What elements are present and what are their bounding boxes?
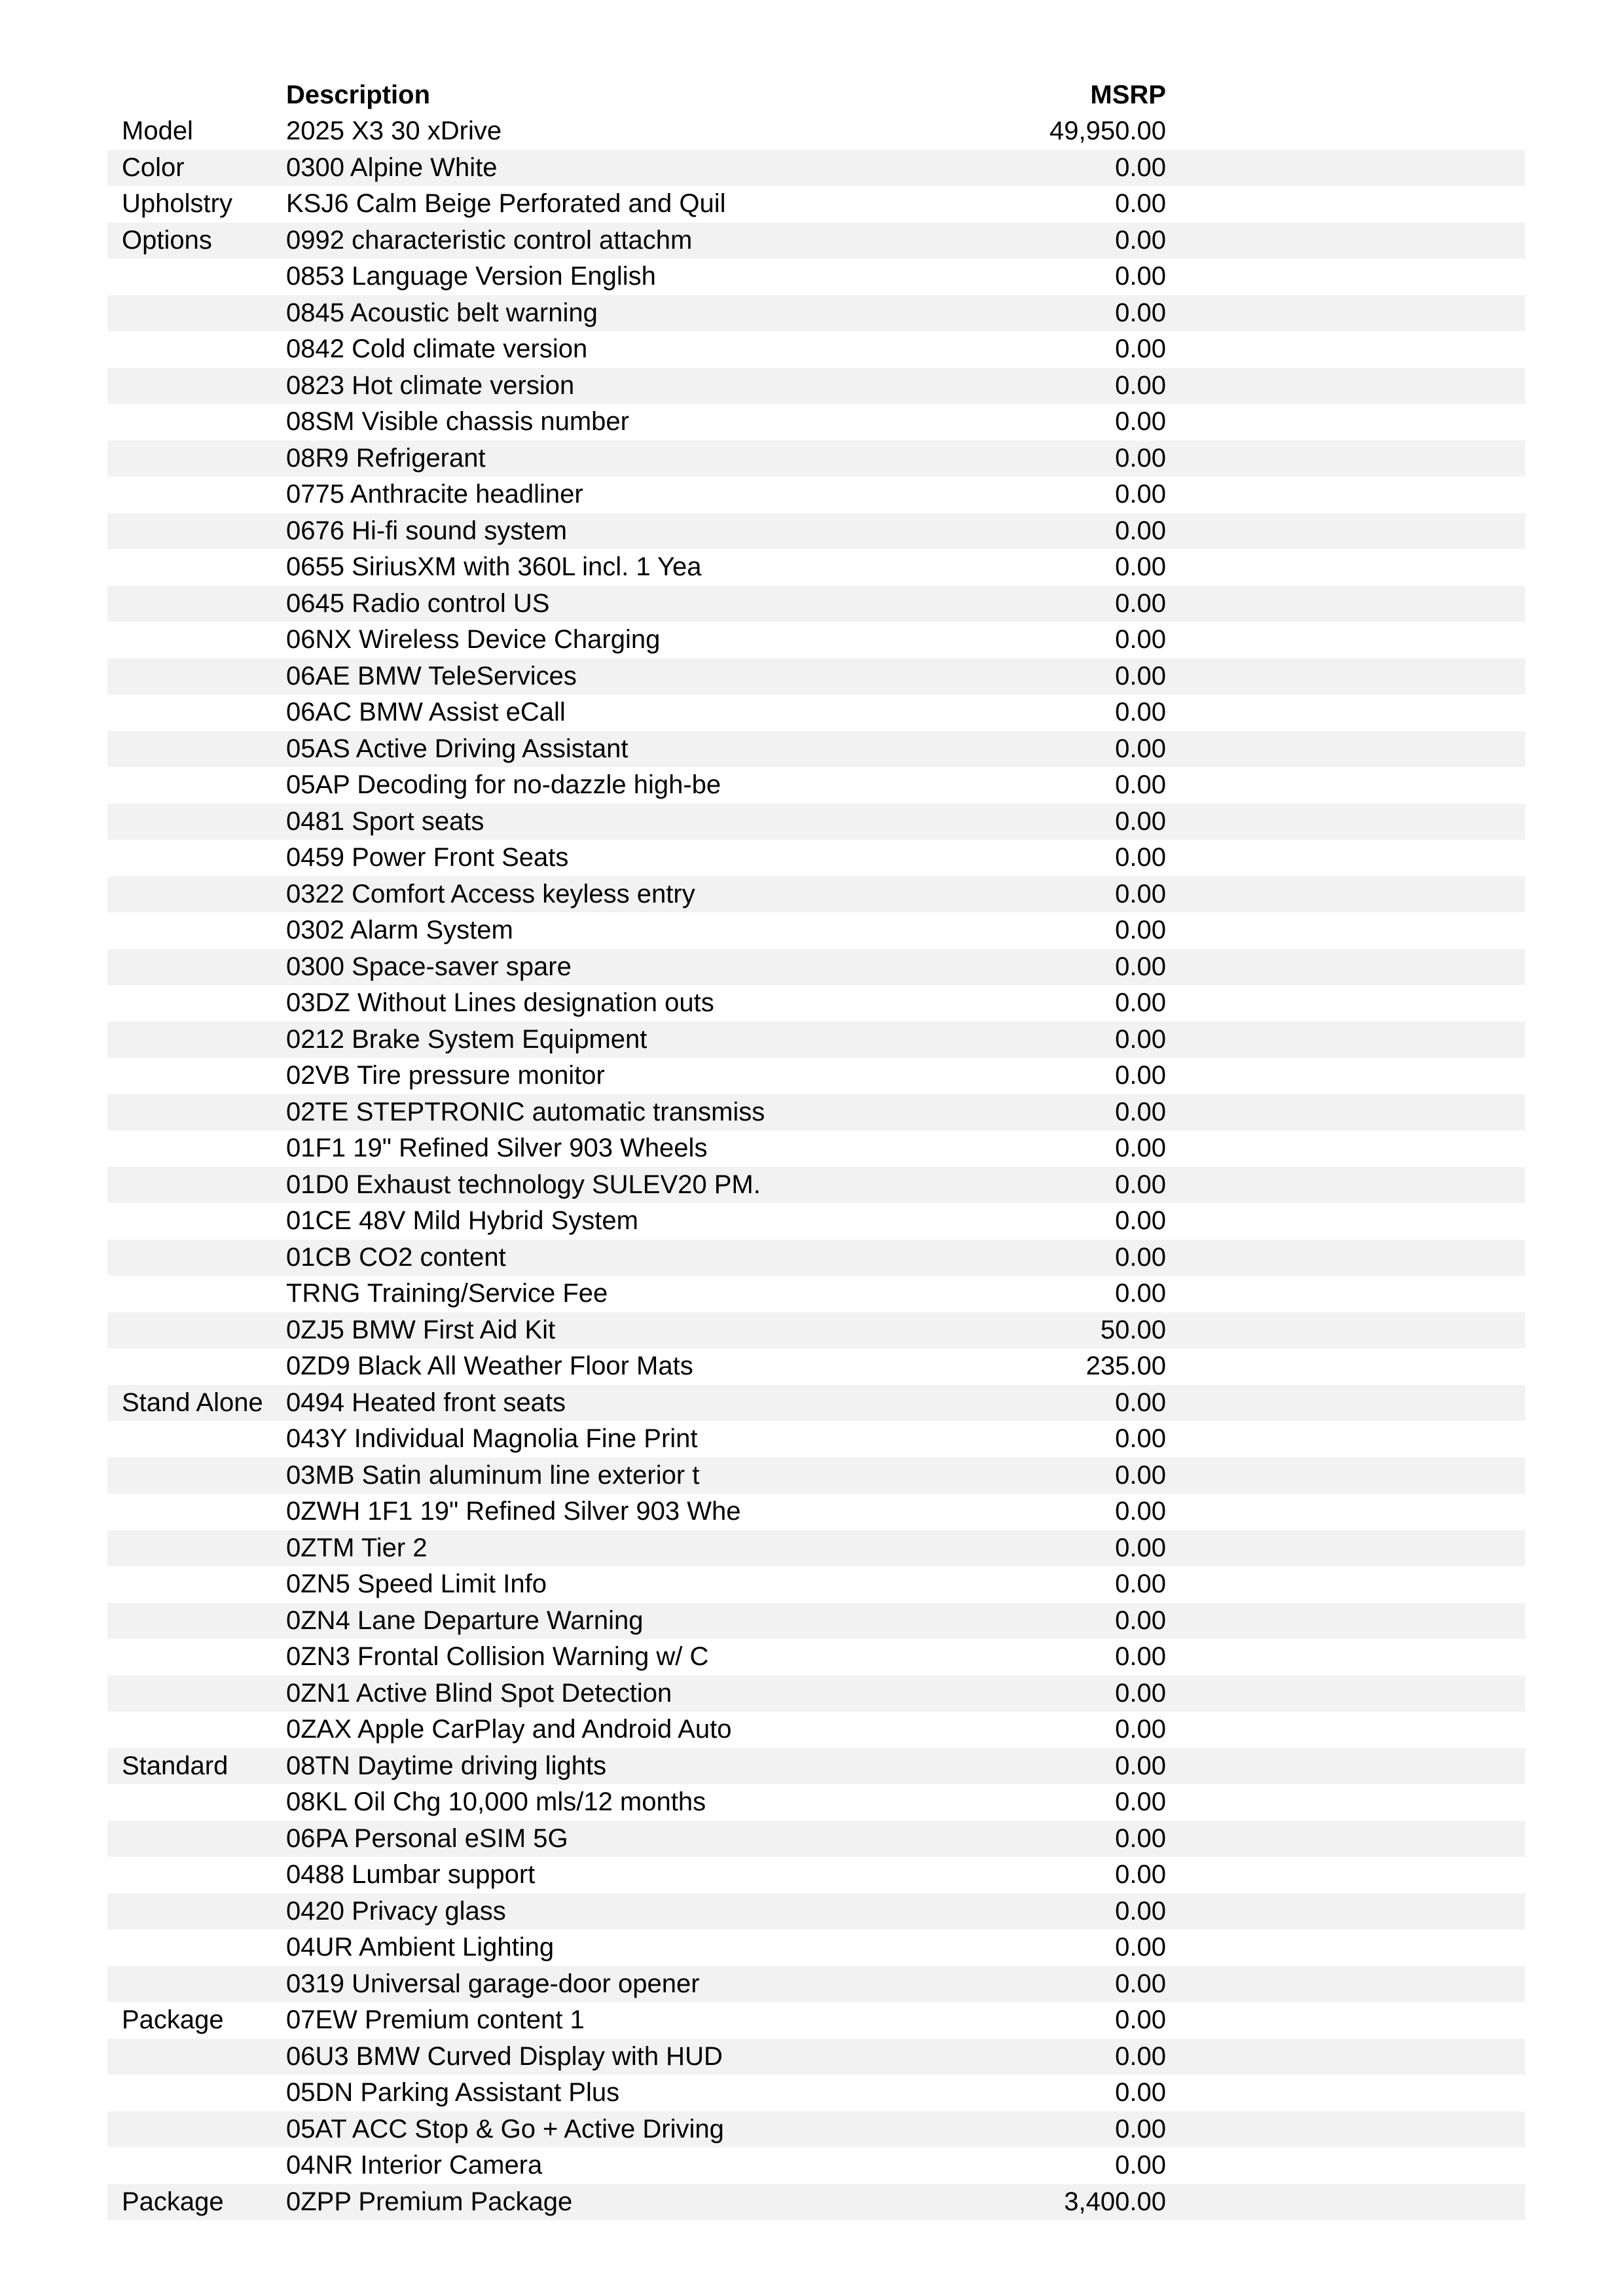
row-msrp: 50.00 (1100, 1315, 1166, 1344)
row-description: 0853 Language Version English (286, 262, 656, 291)
description-column-header: Description (286, 81, 431, 109)
row-description: 01CB CO2 content (286, 1242, 506, 1272)
row-msrp: 0.00 (1115, 588, 1166, 618)
row-description: 0ZJ5 BMW First Aid Kit (286, 1315, 556, 1344)
table-row (107, 368, 1525, 404)
row-description: 01D0 Exhaust technology SULEV20 PM. (286, 1170, 761, 1199)
table-row (107, 949, 1525, 986)
row-description: 0842 Cold climate version (286, 334, 588, 363)
row-description: 06U3 BMW Curved Display with HUD (286, 2041, 723, 2071)
row-msrp: 0.00 (1115, 661, 1166, 691)
row-msrp: 0.00 (1115, 806, 1166, 836)
table-row (107, 912, 1525, 949)
row-description: 0459 Power Front Seats (286, 843, 569, 872)
row-msrp: 0.00 (1115, 1424, 1166, 1453)
table-row (107, 876, 1525, 913)
row-msrp: 3,400.00 (1064, 2187, 1166, 2216)
table-row (107, 694, 1525, 731)
row-msrp: 0.00 (1115, 1533, 1166, 1562)
table-row (107, 1821, 1525, 1857)
table-row (107, 331, 1525, 368)
row-description: 0ZWH 1F1 19" Refined Silver 903 Whe (286, 1497, 741, 1526)
row-msrp: 0.00 (1115, 698, 1166, 726)
row-description: 08TN Daytime driving lights (286, 1751, 607, 1780)
row-description: 0ZN5 Speed Limit Info (286, 1570, 547, 1598)
row-msrp: 0.00 (1115, 1605, 1166, 1635)
row-description: 0420 Privacy glass (286, 1896, 506, 1926)
row-description: 06PA Personal eSIM 5G (286, 1823, 568, 1853)
table-row (107, 476, 1525, 513)
row-msrp: 235.00 (1085, 1352, 1166, 1380)
row-description: 06AE BMW TeleServices (286, 661, 577, 691)
row-description: 04NR Interior Camera (286, 2151, 543, 2179)
table-row (107, 1130, 1525, 1167)
row-description: 0992 characteristic control attachm (286, 225, 693, 255)
row-description: 0212 Brake System Equipment (286, 1024, 647, 1054)
table-row (107, 1676, 1525, 1712)
row-msrp: 0.00 (1115, 516, 1166, 545)
table-row (107, 440, 1525, 477)
table-row (107, 2111, 1525, 2148)
row-description: 03MB Satin aluminum line exterior t (286, 1460, 700, 1490)
row-msrp: 0.00 (1115, 2041, 1166, 2071)
row-msrp: 0.00 (1115, 1170, 1166, 1199)
row-description: 0655 SiriusXM with 360L incl. 1 Yea (286, 552, 702, 581)
row-description: 0676 Hi-fi sound system (286, 516, 568, 545)
row-category: Stand Alone (122, 1388, 263, 1417)
row-description: 0ZTM Tier 2 (286, 1533, 428, 1562)
row-msrp: 49,950.00 (1049, 117, 1166, 145)
table-row (107, 1494, 1525, 1530)
table-row (107, 767, 1525, 804)
row-description: 0319 Universal garage-door opener (286, 1969, 700, 1998)
row-msrp: 0.00 (1115, 625, 1166, 654)
table-row (107, 1385, 1525, 1422)
row-msrp: 0.00 (1115, 2151, 1166, 2179)
table-row (107, 186, 1525, 223)
row-description: 0ZN4 Lane Departure Warning (286, 1605, 644, 1635)
table-row (107, 1312, 1525, 1349)
row-description: 0ZD9 Black All Weather Floor Mats (286, 1352, 693, 1380)
row-msrp: 0.00 (1115, 1024, 1166, 1054)
table-row (107, 113, 1525, 150)
table-row (107, 513, 1525, 550)
row-msrp: 0.00 (1115, 2078, 1166, 2107)
table-row (107, 804, 1525, 840)
row-description: TRNG Training/Service Fee (286, 1279, 608, 1308)
row-msrp: 0.00 (1115, 2005, 1166, 2034)
row-msrp: 0.00 (1115, 916, 1166, 944)
row-msrp: 0.00 (1115, 1933, 1166, 1962)
table-row (107, 295, 1525, 332)
row-msrp: 0.00 (1115, 334, 1166, 363)
row-description: 0481 Sport seats (286, 806, 484, 836)
table-row (107, 840, 1525, 876)
row-msrp: 0.00 (1115, 1460, 1166, 1490)
table-row (107, 731, 1525, 768)
table-row (107, 1966, 1525, 2003)
row-category: Standard (122, 1751, 228, 1780)
row-description: 01F1 19" Refined Silver 903 Wheels (286, 1134, 708, 1162)
table-row (107, 259, 1525, 295)
table-row (107, 1857, 1525, 1893)
table-row (107, 1603, 1525, 1640)
table-row (107, 1167, 1525, 1204)
row-msrp: 0.00 (1115, 407, 1166, 436)
row-description: 043Y Individual Magnolia Fine Print (286, 1424, 698, 1453)
row-description: 06NX Wireless Device Charging (286, 625, 661, 654)
row-msrp: 0.00 (1115, 1206, 1166, 1235)
table-row (107, 586, 1525, 622)
table-row (107, 2147, 1525, 2184)
table-row (107, 1639, 1525, 1676)
row-description: 05AS Active Driving Assistant (286, 734, 629, 763)
table-row (107, 1276, 1525, 1312)
row-description: 0823 Hot climate version (286, 370, 575, 400)
row-description: 0322 Comfort Access keyless entry (286, 879, 695, 908)
row-msrp: 0.00 (1115, 1061, 1166, 1090)
row-description: 0645 Radio control US (286, 588, 550, 618)
table-row (107, 1530, 1525, 1567)
row-description: 0775 Anthracite headliner (286, 480, 583, 509)
table-row (107, 2039, 1525, 2075)
table-row (107, 1022, 1525, 1058)
row-msrp: 0.00 (1115, 225, 1166, 255)
msrp-column-header: MSRP (1090, 81, 1166, 109)
table-row (107, 1058, 1525, 1094)
row-description: 0300 Space-saver spare (286, 952, 572, 981)
table-row (107, 1458, 1525, 1494)
row-description: 0300 Alpine White (286, 152, 498, 182)
table-row (107, 1203, 1525, 1240)
row-msrp: 0.00 (1115, 1642, 1166, 1671)
table-row (107, 622, 1525, 658)
table-row (107, 1421, 1525, 1458)
row-msrp: 0.00 (1115, 443, 1166, 473)
row-description: 2025 X3 30 xDrive (286, 117, 502, 145)
row-msrp: 0.00 (1115, 843, 1166, 872)
row-msrp: 0.00 (1115, 2114, 1166, 2144)
table-row (107, 2075, 1525, 2111)
table-row (107, 1893, 1525, 1930)
row-msrp: 0.00 (1115, 770, 1166, 799)
row-description: 01CE 48V Mild Hybrid System (286, 1206, 638, 1235)
row-category: Color (122, 152, 185, 182)
table-row (107, 1748, 1525, 1785)
table-row (107, 1348, 1525, 1385)
row-msrp: 0.00 (1115, 298, 1166, 327)
row-msrp: 0.00 (1115, 952, 1166, 981)
row-msrp: 0.00 (1115, 1787, 1166, 1816)
row-msrp: 0.00 (1115, 1134, 1166, 1162)
row-msrp: 0.00 (1115, 1497, 1166, 1526)
row-msrp: 0.00 (1115, 879, 1166, 908)
row-msrp: 0.00 (1115, 189, 1166, 218)
table-row (107, 404, 1525, 440)
row-msrp: 0.00 (1115, 1279, 1166, 1308)
row-description: 0ZN3 Frontal Collision Warning w/ C (286, 1642, 709, 1671)
row-msrp: 0.00 (1115, 480, 1166, 509)
row-description: 07EW Premium content 1 (286, 2005, 585, 2034)
table-row (107, 150, 1525, 187)
row-description: 0ZN1 Active Blind Spot Detection (286, 1678, 672, 1708)
table-row (107, 985, 1525, 1022)
row-description: 0ZPP Premium Package (286, 2187, 573, 2216)
table-row (107, 549, 1525, 586)
row-msrp: 0.00 (1115, 370, 1166, 400)
row-msrp: 0.00 (1115, 262, 1166, 291)
row-description: 0488 Lumbar support (286, 1860, 536, 1889)
row-description: 08SM Visible chassis number (286, 407, 629, 436)
row-description: 0494 Heated front seats (286, 1388, 566, 1417)
table-row (107, 2002, 1525, 2039)
row-msrp: 0.00 (1115, 1896, 1166, 1926)
row-msrp: 0.00 (1115, 734, 1166, 763)
row-description: 05AT ACC Stop & Go + Active Driving (286, 2114, 724, 2144)
row-msrp: 0.00 (1115, 1751, 1166, 1780)
table-row (107, 223, 1525, 259)
row-msrp: 0.00 (1115, 1570, 1166, 1598)
row-msrp: 0.00 (1115, 152, 1166, 182)
row-description: 0845 Acoustic belt warning (286, 298, 598, 327)
msrp-table (107, 77, 1525, 2220)
row-description: 04UR Ambient Lighting (286, 1933, 555, 1962)
row-msrp: 0.00 (1115, 1097, 1166, 1126)
row-msrp: 0.00 (1115, 1969, 1166, 1998)
table-row (107, 1566, 1525, 1603)
table-row (107, 1784, 1525, 1821)
row-description: 05AP Decoding for no-dazzle high-be (286, 770, 721, 799)
row-msrp: 0.00 (1115, 1678, 1166, 1708)
row-description: KSJ6 Calm Beige Perforated and Quil (286, 189, 726, 218)
table-row (107, 1094, 1525, 1131)
table-row (107, 1240, 1525, 1276)
row-description: 03DZ Without Lines designation outs (286, 988, 714, 1017)
row-category: Upholstry (122, 189, 232, 218)
row-description: 06AC BMW Assist eCall (286, 698, 566, 726)
row-description: 02TE STEPTRONIC automatic transmiss (286, 1097, 765, 1126)
row-msrp: 0.00 (1115, 1823, 1166, 1853)
row-msrp: 0.00 (1115, 1860, 1166, 1889)
row-description: 05DN Parking Assistant Plus (286, 2078, 620, 2107)
row-msrp: 0.00 (1115, 1242, 1166, 1272)
row-description: 08KL Oil Chg 10,000 mls/12 months (286, 1787, 706, 1816)
row-description: 08R9 Refrigerant (286, 443, 486, 473)
table-body (107, 113, 1525, 2220)
table-row (107, 1712, 1525, 1748)
row-category: Options (122, 225, 212, 255)
row-category: Package (122, 2187, 224, 2216)
row-description: 0ZAX Apple CarPlay and Android Auto (286, 1715, 732, 1744)
row-msrp: 0.00 (1115, 552, 1166, 581)
row-msrp: 0.00 (1115, 988, 1166, 1017)
row-description: 0302 Alarm System (286, 916, 513, 944)
table-row (107, 2184, 1525, 2221)
row-msrp: 0.00 (1115, 1715, 1166, 1744)
table-row (107, 658, 1525, 695)
row-category: Package (122, 2005, 224, 2034)
table-row (107, 1929, 1525, 1966)
row-description: 02VB Tire pressure monitor (286, 1061, 605, 1090)
table-header (107, 77, 1525, 113)
row-category: Model (122, 117, 193, 145)
row-msrp: 0.00 (1115, 1388, 1166, 1417)
